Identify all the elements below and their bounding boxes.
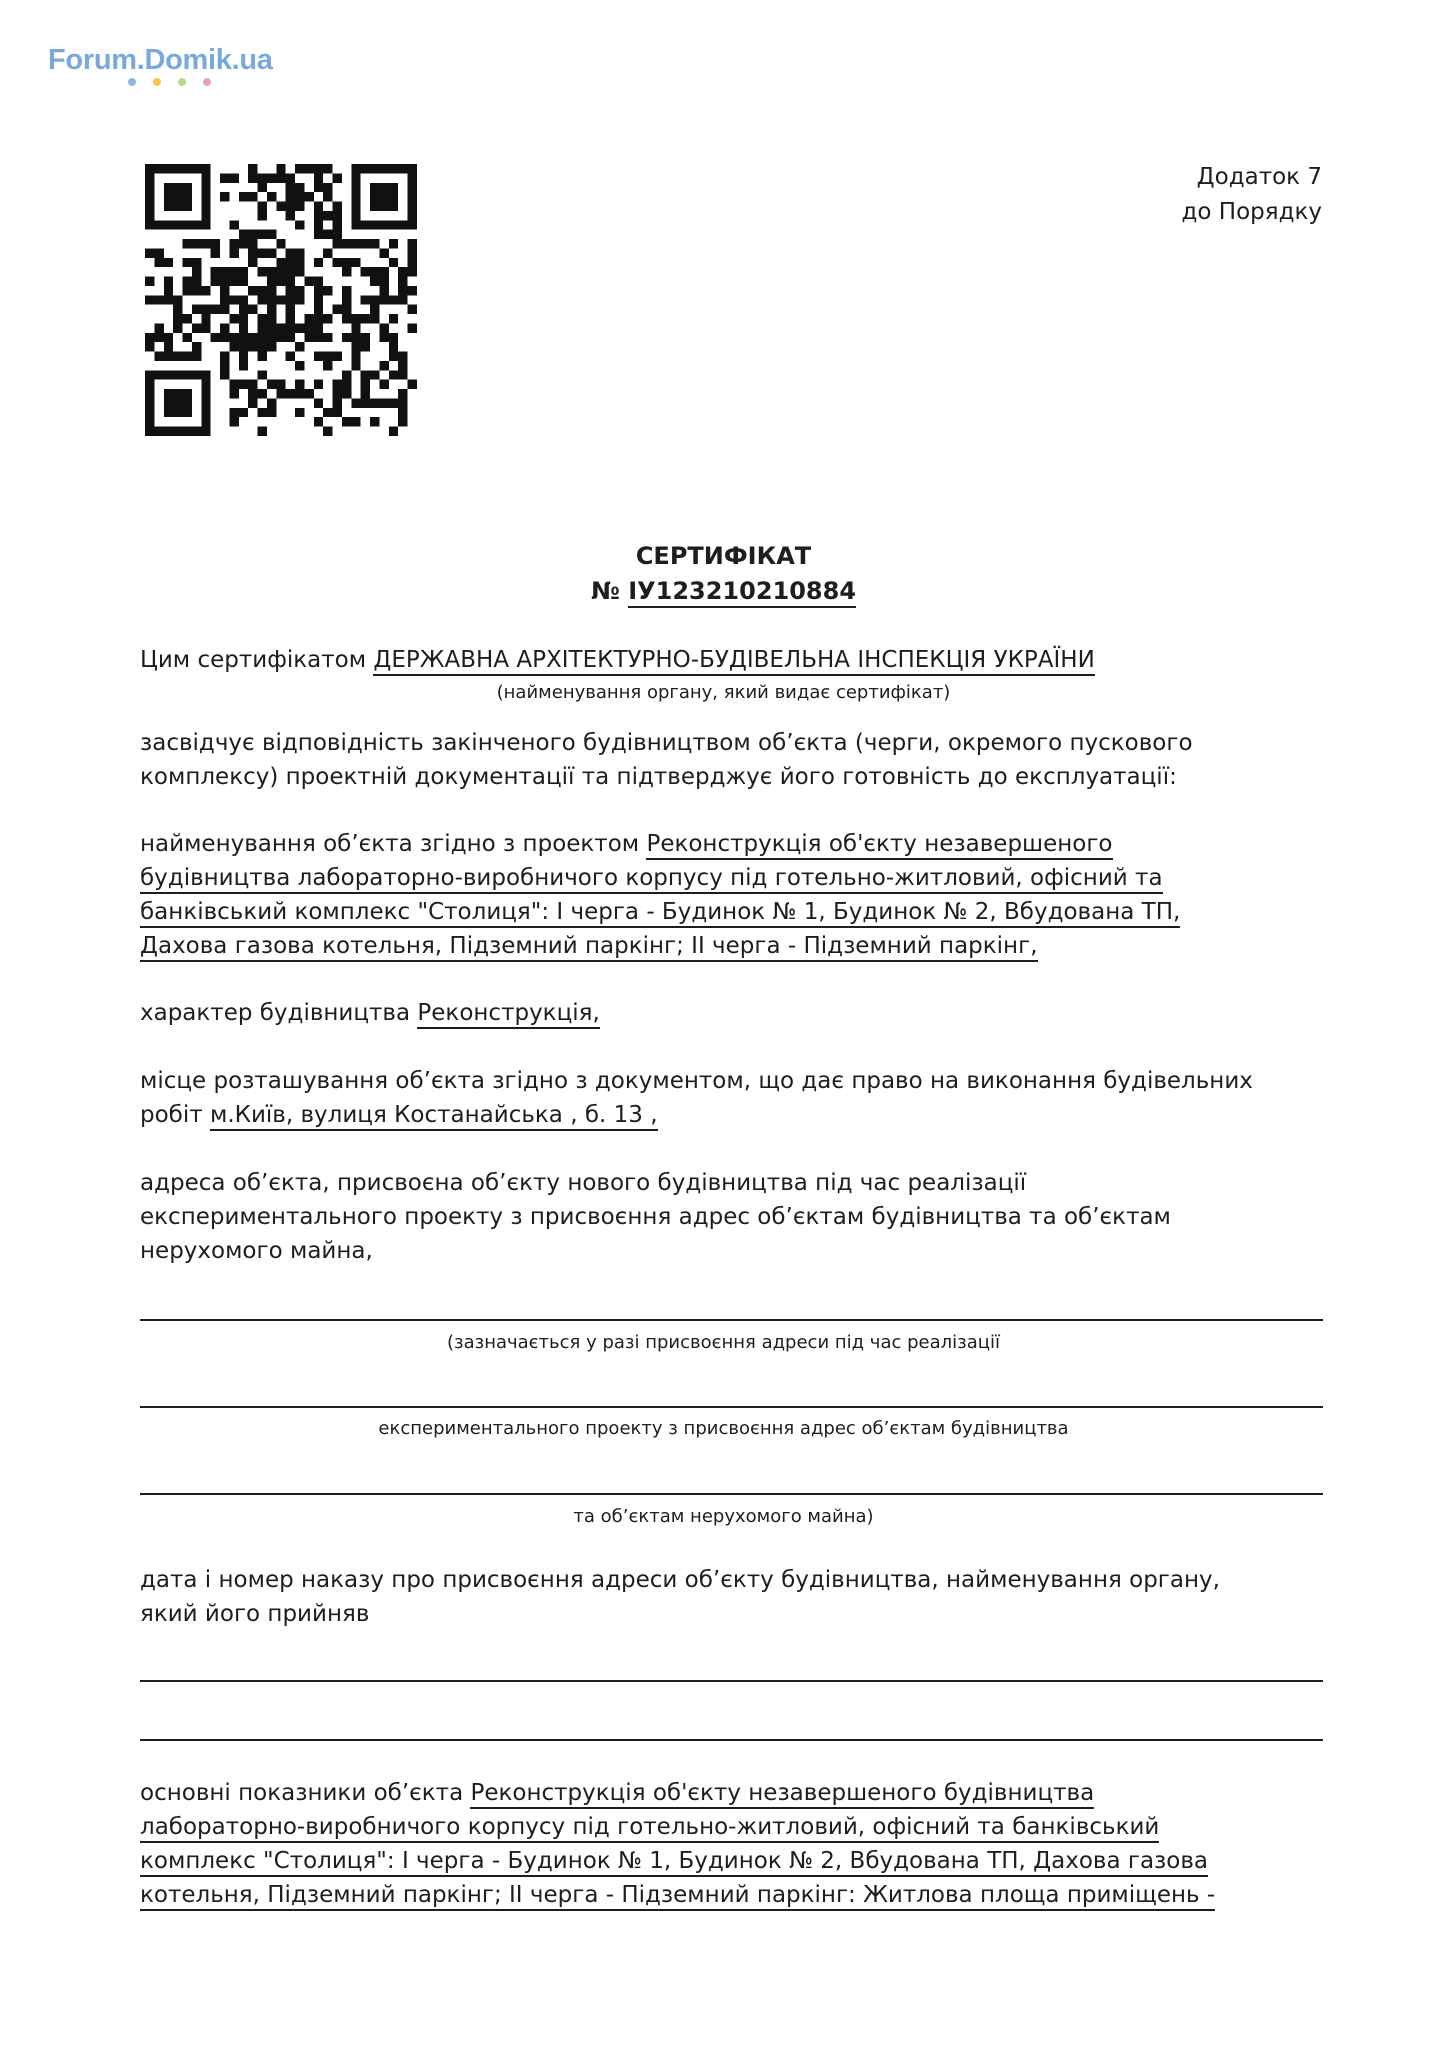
address-caption-2: експериментального проекту з присвоєння адрес об’єктам будівництва bbox=[378, 1418, 1069, 1439]
appendix-note bbox=[1182, 160, 1323, 230]
location-value bbox=[210, 1102, 658, 1131]
indicators-line-4 bbox=[140, 1878, 1330, 1912]
certificate-number-line bbox=[0, 573, 1447, 609]
indicators-label: основні показники об’єкта bbox=[140, 1780, 464, 1806]
issuer-value: ДЕРЖАВНА АРХІТЕКТУРНО-БУДІВЕЛЬНА ІНСПЕКЦІЯ УКРАЇНИ bbox=[373, 647, 1094, 676]
order-line-2: який його прийняв bbox=[140, 1601, 370, 1627]
indicators-value-4: котельня, Підземний паркінг; ІІ черга - Підземний паркінг: Житлова площа приміщень - bbox=[140, 1882, 1215, 1911]
address-blank-line-3 bbox=[140, 1493, 1323, 1495]
indicators-value-2: лабораторно-виробничого корпусу під готельно-житловий, офісний та банківський bbox=[140, 1814, 1159, 1843]
appendix-line-1: Додаток 7 bbox=[1196, 164, 1322, 190]
watermark-dot bbox=[203, 78, 211, 86]
construction-type-label: характер будівництва bbox=[140, 1000, 411, 1026]
object-name-value-2: будівництва лабораторно-виробничого корпусу під готельно-житловий, офісний та bbox=[140, 865, 1163, 894]
watermark-dot bbox=[128, 78, 136, 86]
address-blank-line-2 bbox=[140, 1406, 1323, 1408]
object-name-comma: , bbox=[1030, 933, 1038, 959]
object-name-line-4 bbox=[140, 929, 1330, 963]
address-blank-line-1 bbox=[140, 1319, 1323, 1321]
watermark-dots bbox=[128, 78, 211, 86]
qr-modules bbox=[145, 164, 417, 436]
order-line-1: дата і номер наказу про присвоєння адреси об’єкту будівництва, найменування органу, bbox=[140, 1567, 1220, 1593]
certifies-line-1: засвідчує відповідність закінченого будівництвом об’єкта (черги, окремого пускового bbox=[140, 730, 1193, 756]
object-name-line-3 bbox=[140, 895, 1330, 929]
address-line-2: експериментального проекту з присвоєння адрес об’єктам будівництва та об’єктам bbox=[140, 1204, 1171, 1230]
object-name-line-1 bbox=[140, 827, 1330, 861]
indicators-line-2 bbox=[140, 1810, 1330, 1844]
order-blank-line-1 bbox=[140, 1680, 1323, 1682]
certificate-number: ІУ123210210884 bbox=[628, 577, 856, 608]
watermark-text: Forum.Domik.ua bbox=[48, 44, 273, 76]
qr-code bbox=[145, 164, 417, 436]
indicators-value-3: комплекс "Столиця": І черга - Будинок № 1, Будинок № 2, Вбудована ТП, Дахова газова bbox=[140, 1848, 1208, 1877]
issuer-label: Цим сертифікатом bbox=[140, 647, 367, 673]
construction-type-value: Реконструкція, bbox=[417, 1000, 599, 1029]
object-name-value-4 bbox=[140, 933, 1038, 962]
appendix-line-2: до Порядку bbox=[1181, 199, 1322, 225]
location-end: , bbox=[642, 1102, 658, 1128]
indicators-line-3 bbox=[140, 1844, 1330, 1878]
indicators-value-1: Реконструкція об'єкту незавершеного будівництва bbox=[470, 1780, 1094, 1809]
watermark-dot bbox=[178, 78, 186, 86]
forum-watermark bbox=[48, 44, 273, 77]
address-line-3: нерухомого майна, bbox=[140, 1238, 373, 1264]
issuer-caption: (найменування органу, який видає сертифікат) bbox=[496, 682, 951, 703]
location-line-1: місце розташування об’єкта згідно з документом, що дає право на виконання будівельних bbox=[140, 1068, 1253, 1094]
location-label: робіт bbox=[140, 1102, 203, 1128]
number-prefix: № bbox=[590, 577, 620, 605]
object-name-label: найменування об’єкта згідно з проектом bbox=[140, 831, 640, 857]
object-name-value-4-text: Дахова газова котельня, Підземний паркінг; ІІ черга - Підземний паркінг bbox=[140, 933, 1031, 959]
location-value-text: м.Київ, вулиця Костанайська , б. 13 bbox=[209, 1102, 643, 1128]
address-line-1: адреса об’єкта, присвоєна об’єкту нового будівництва під час реалізації bbox=[140, 1170, 1027, 1196]
construction-type-line bbox=[140, 996, 1330, 1030]
watermark-dot bbox=[153, 78, 161, 86]
indicators-line-1 bbox=[140, 1776, 1330, 1810]
object-name-value-1: Реконструкція об'єкту незавершеного bbox=[646, 831, 1112, 860]
address-caption-1: (зазначається у разі присвоєння адреси під час реалізації bbox=[447, 1332, 1000, 1353]
object-name-line-2 bbox=[140, 861, 1330, 895]
order-blank-line-2 bbox=[140, 1739, 1323, 1741]
issuer-line bbox=[140, 643, 1330, 677]
certificate-title: СЕРТИФІКАТ bbox=[635, 542, 812, 570]
address-caption-3: та об’єктам нерухомого майна) bbox=[573, 1506, 874, 1527]
location-line-2 bbox=[140, 1098, 1330, 1132]
certifies-line-2: комплексу) проектній документації та підтверджує його готовність до експлуатації: bbox=[140, 764, 1177, 790]
object-name-value-3: банківський комплекс "Столиця": І черга - Будинок № 1, Будинок № 2, Вбудована ТП, bbox=[140, 899, 1180, 928]
